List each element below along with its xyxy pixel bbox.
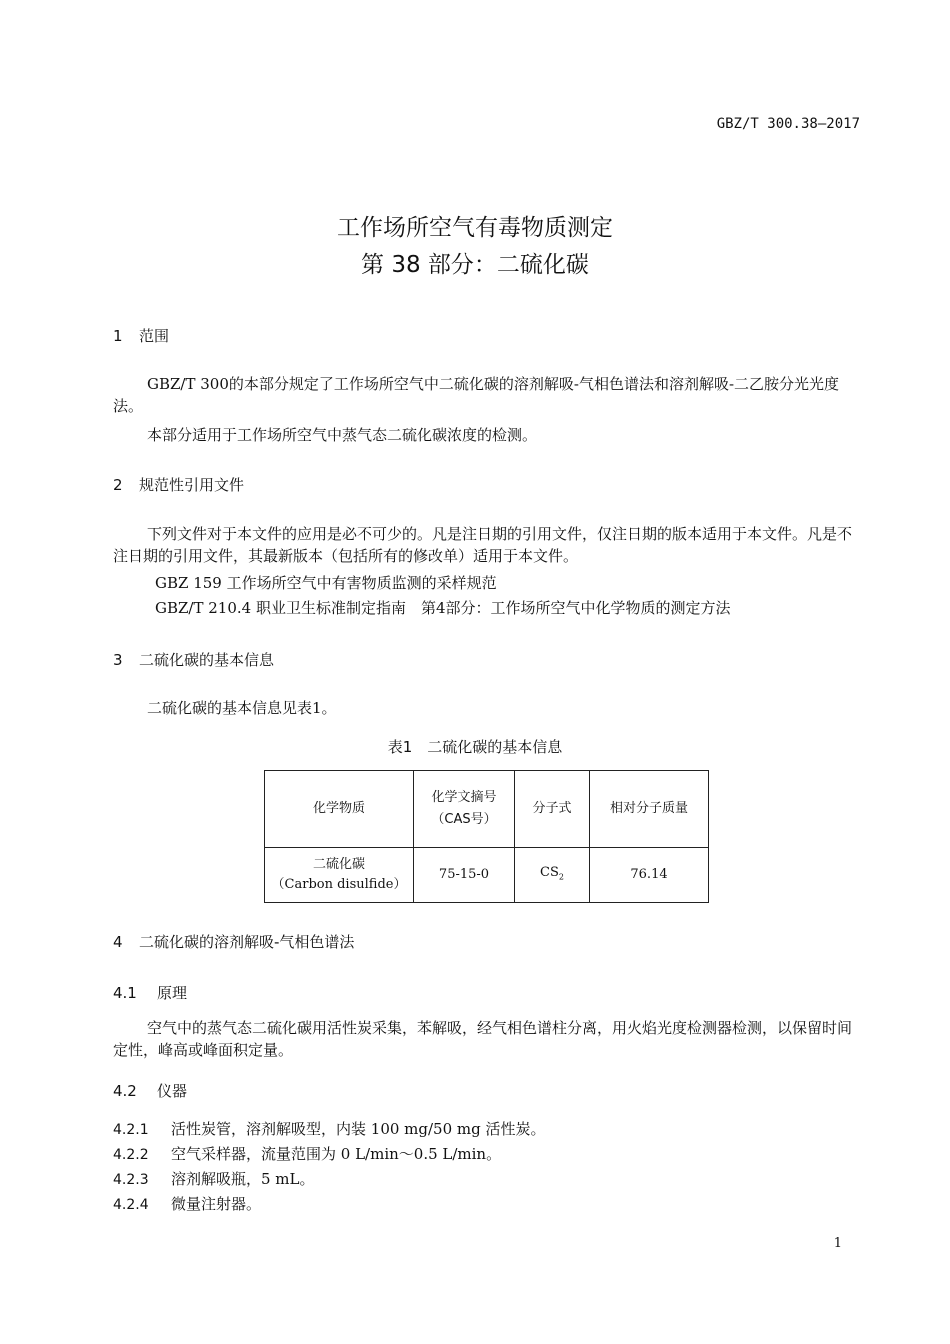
chemical-name-cn: 二硫化碳	[312, 857, 365, 872]
item-text: 活性炭管，溶剂解吸型，内装 100 mg/50 mg 活性炭。	[171, 1120, 546, 1138]
item-text: 溶剂解吸瓶，5 mL。	[171, 1170, 315, 1188]
item-number: 4.2.2	[113, 1147, 149, 1163]
section-title: 原理	[157, 984, 188, 1002]
section-number: 1	[113, 327, 123, 345]
header-formula: 分子式	[515, 771, 590, 848]
item-number: 4.2.1	[113, 1122, 149, 1138]
section-title: 仪器	[157, 1082, 188, 1100]
section-number: 2	[113, 476, 123, 494]
section-1-heading	[113, 325, 169, 346]
header-cas-line2: （CAS号）	[431, 812, 497, 827]
table-row	[265, 848, 709, 903]
section-title: 二硫化碳的基本信息	[139, 651, 275, 669]
section-1-paragraph-2: 本部分适用于工作场所空气中蒸气态二硫化碳浓度的检测。	[147, 426, 538, 444]
section-4-1-paragraph: 空气中的蒸气态二硫化碳用活性炭采集，苯解吸，经气相色谱柱分离，用火焰光度检测器检测，以保留时间定性，峰高或峰面积定量。	[113, 1019, 853, 1059]
section-number: 3	[113, 651, 123, 669]
section-3-heading	[113, 649, 274, 670]
header-cas	[414, 771, 515, 848]
section-number: 4.1	[113, 984, 137, 1002]
section-title: 规范性引用文件	[139, 476, 245, 494]
section-4-2-heading	[113, 1080, 187, 1101]
item-number: 4.2.4	[113, 1197, 149, 1213]
section-2-paragraph-1: 下列文件对于本文件的应用是必不可少的。凡是注日期的引用文件，仅注日期的版本适用于本文件。凡是不注日期的引用文件，其最新版本（包括所有的修改单）适用于本文件。	[113, 525, 853, 565]
cell-formula	[515, 848, 590, 903]
list-item	[113, 1118, 546, 1139]
page-number: 1	[833, 1236, 842, 1251]
cell-cas-number: 75-15-0	[414, 848, 515, 903]
basic-info-table	[264, 770, 709, 903]
section-4-1-heading	[113, 982, 187, 1003]
header-molecular-mass: 相对分子质量	[590, 771, 709, 848]
section-3-paragraph-1: 二硫化碳的基本信息见表1。	[147, 699, 337, 717]
table-header-row	[265, 771, 709, 848]
item-text: 空气采样器，流量范围为 0 L/min～0.5 L/min。	[171, 1145, 502, 1163]
section-number: 4.2	[113, 1082, 137, 1100]
formula-base: CS	[540, 864, 559, 880]
document-title-line2: 第 38 部分：二硫化碳	[361, 252, 589, 278]
section-title: 二硫化碳的溶剂解吸-气相色谱法	[139, 933, 355, 951]
list-item	[113, 1143, 501, 1164]
document-title-line1: 工作场所空气有毒物质测定	[337, 215, 613, 241]
formula-subscript: 2	[558, 872, 564, 882]
standard-code: GBZ/T 300.38—2017	[716, 116, 860, 132]
section-1-paragraph-1: GBZ/T 300的本部分规定了工作场所空气中二硫化碳的溶剂解吸-气相色谱法和溶剂解吸-二乙胺分光光度法。	[113, 375, 840, 415]
section-number: 4	[113, 933, 123, 951]
item-text: 微量注射器。	[171, 1195, 262, 1213]
reference-gbz-159: GBZ 159 工作场所空气中有害物质监测的采样规范	[155, 574, 497, 592]
cell-molecular-mass: 76.14	[590, 848, 709, 903]
list-item	[113, 1193, 261, 1214]
section-2-heading	[113, 474, 244, 495]
header-chemical: 化学物质	[265, 771, 414, 848]
reference-gbz-t-210-4: GBZ/T 210.4 职业卫生标准制定指南 第4部分：工作场所空气中化学物质的测定方法	[155, 599, 731, 617]
cell-chemical-name	[265, 848, 414, 903]
chemical-name-en: （Carbon disulfide）	[271, 877, 407, 892]
item-number: 4.2.3	[113, 1172, 149, 1188]
section-4-heading	[113, 931, 354, 952]
header-cas-line1: 化学文摘号	[431, 790, 497, 805]
table-caption: 表1 二硫化碳的基本信息	[387, 738, 563, 756]
section-title: 范围	[139, 327, 170, 345]
list-item	[113, 1168, 315, 1189]
